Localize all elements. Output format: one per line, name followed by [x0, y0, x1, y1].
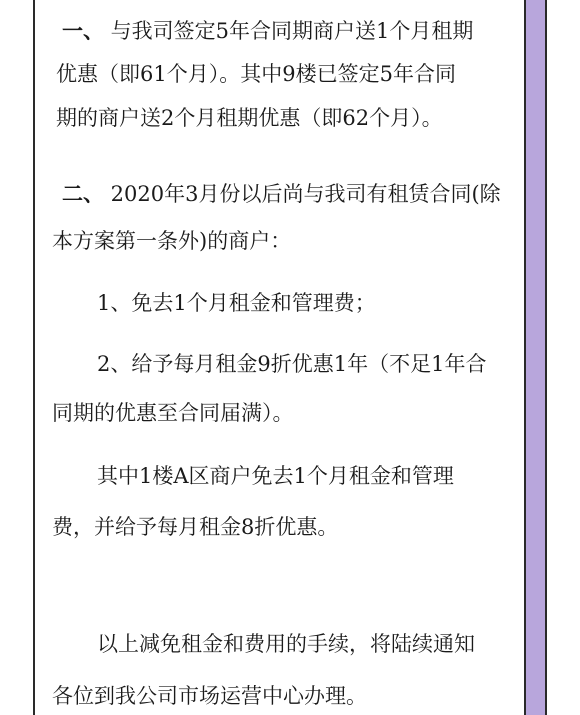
section-number: 二、 — [62, 181, 104, 206]
section2-note-line1: 其中1楼A区商户免去1个月租金和管理 — [97, 464, 454, 488]
section-heading-text: 与我司签定5年合同期商户送1个月租期 — [104, 19, 474, 43]
section-number: 一、 — [62, 18, 104, 43]
section1-line1 — [62, 20, 473, 42]
section2-item2-line2: 同期的优惠至合同届满）。 — [52, 401, 294, 425]
purple-side-bar — [526, 0, 545, 715]
section1-line3: 期的商户送2个月租期优惠（即62个月）。 — [56, 106, 443, 130]
closing-line1: 以上减免租金和费用的手续，将陆续通知 — [97, 632, 475, 656]
right-border-outer — [545, 0, 547, 715]
section-heading-text: 2020年3月份以后尚与我司有租赁合同(除 — [104, 182, 501, 206]
section2-item2-line1: 2、给予每月租金9折优惠1年（不足1年合 — [97, 352, 487, 376]
section2-line1 — [62, 183, 501, 205]
left-border — [33, 0, 35, 715]
section2-item1: 1、免去1个月租金和管理费； — [97, 291, 376, 315]
closing-line2: 各位到我公司市场运营中心办理。 — [52, 684, 367, 708]
section2-note-line2: 费，并给予每月租金8折优惠。 — [52, 515, 339, 539]
section1-line2: 优惠（即61个月）。其中9楼已签定5年合同 — [56, 62, 456, 86]
section2-line2: 本方案第一条外)的商户： — [52, 229, 292, 253]
